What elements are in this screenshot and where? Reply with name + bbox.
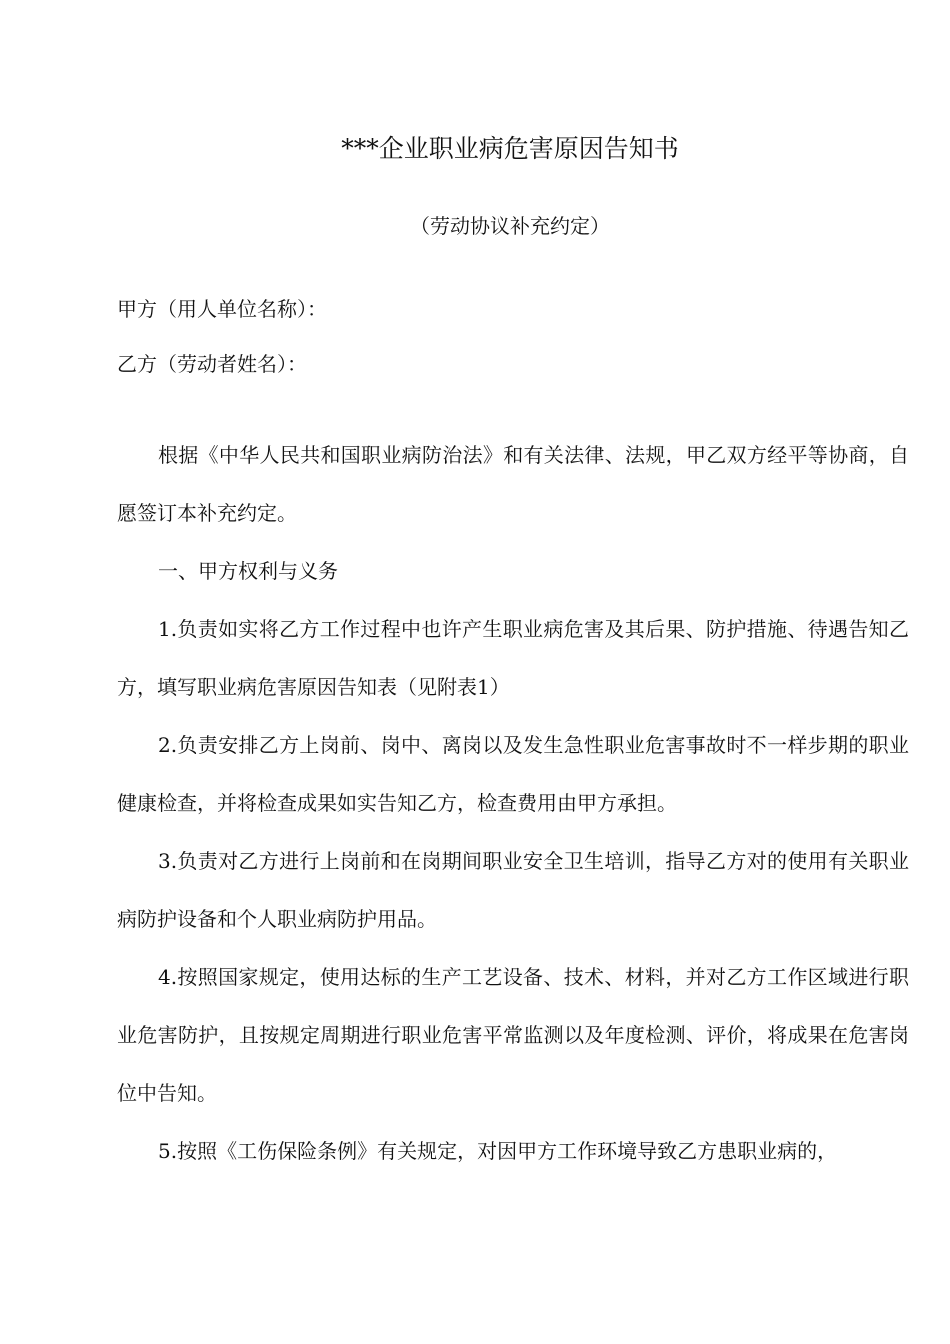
- clause-5: 5.按照《工伤保险条例》有关规定，对因甲方工作环境导致乙方患职业病的，: [158, 1139, 838, 1163]
- clause-3: 3.负责对乙方进行上岗前和在岗期间职业安全卫生培训，指导乙方对的使用有关职业病防护设备和个人职业病防护用品。: [117, 849, 909, 931]
- party-a-label: 甲方（用人单位名称）：: [117, 297, 327, 321]
- clause-2: 2.负责安排乙方上岗前、岗中、离岗以及发生急性职业危害事故时不一样步期的职业健康检查，并将检查成果如实告知乙方，检查费用由甲方承担。: [117, 733, 909, 815]
- document-subtitle: （劳动协议补充约定）: [410, 214, 610, 238]
- intro-paragraph: 根据《中华人民共和国职业病防治法》和有关法律、法规，甲乙双方经平等协商，自愿签订本补充约定。: [117, 443, 909, 525]
- section-heading-party-a: 一、甲方权利与义务: [158, 559, 338, 583]
- document-body: [117, 426, 909, 1180]
- clause-4: 4.按照国家规定，使用达标的生产工艺设备、技术、材料，并对乙方工作区域进行职业危害防护，且按规定周期进行职业危害平常监测以及年度检测、评价，将成果在危害岗位中告知。: [117, 965, 909, 1105]
- document-title: ***企业职业病危害原因告知书: [341, 134, 679, 163]
- clause-1: 1.负责如实将乙方工作过程中也许产生职业病危害及其后果、防护措施、待遇告知乙方，填写职业病危害原因告知表（见附表1）: [117, 617, 909, 699]
- party-b-label: 乙方（劳动者姓名）：: [117, 352, 307, 376]
